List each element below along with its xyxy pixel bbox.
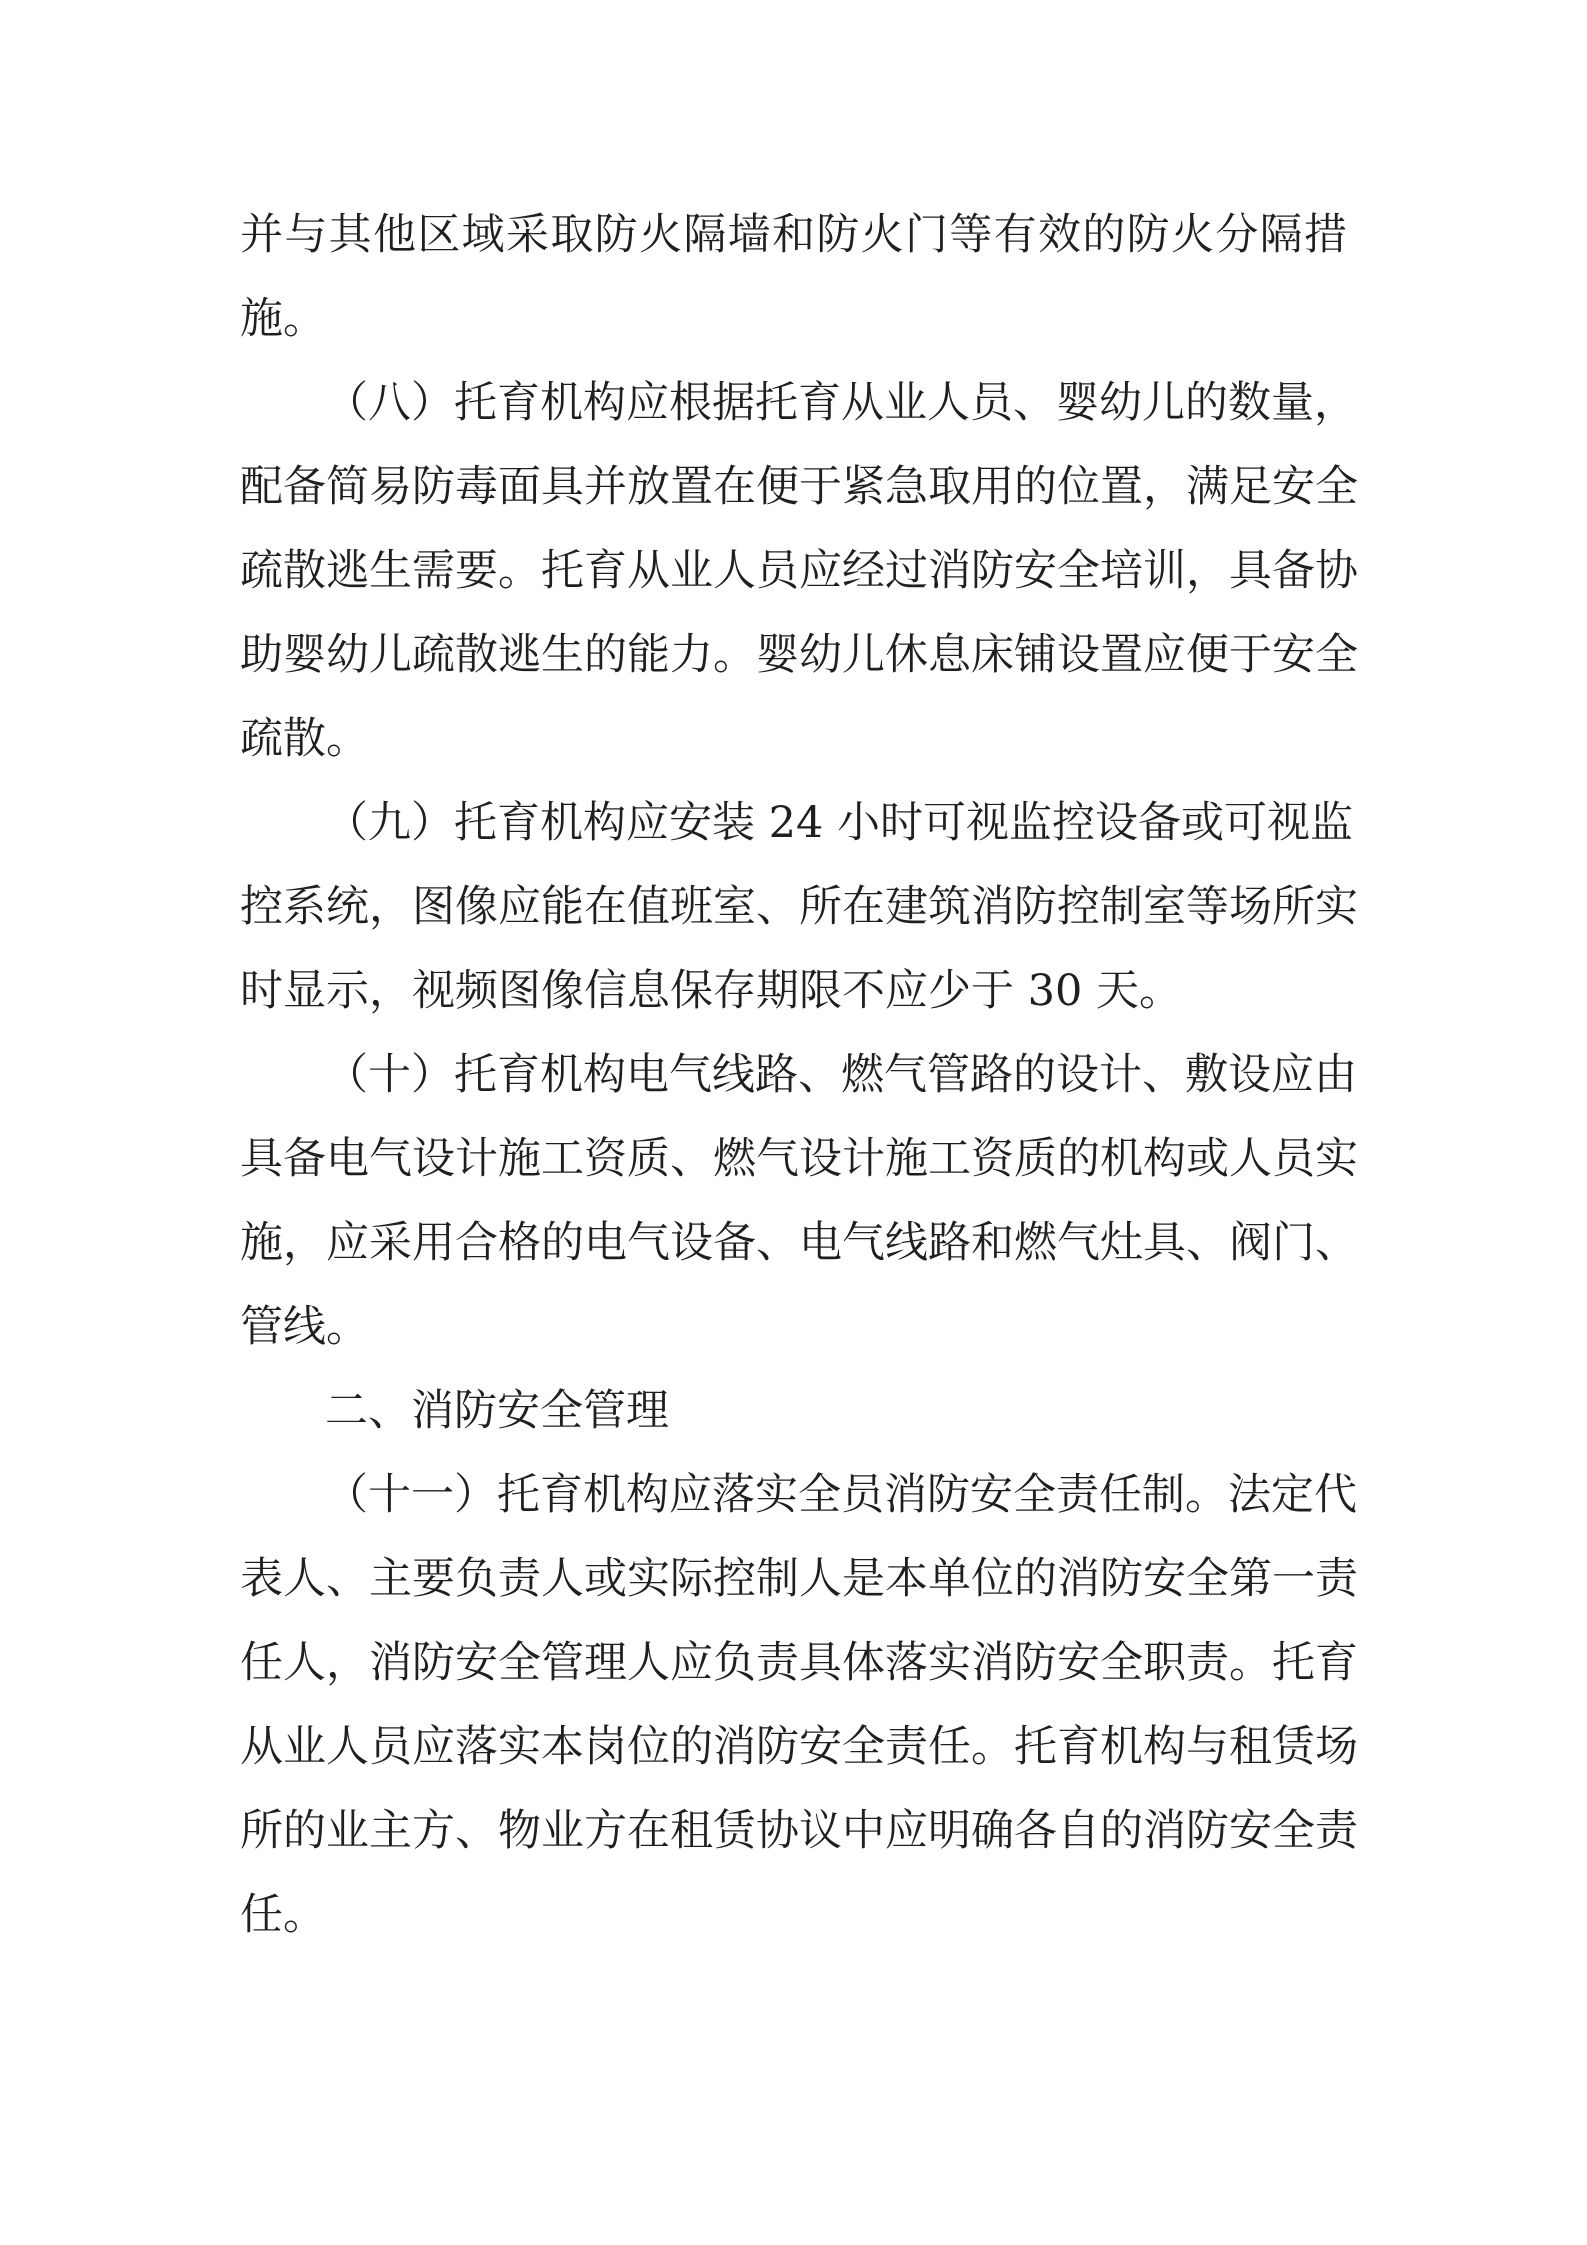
section-heading: 二、消防安全管理 (325, 1386, 669, 1436)
text-line: 疏散逃生需要。托育从业人员应经过消防安全培训，具备协 (240, 546, 1358, 596)
text-line: 疏散。 (240, 714, 369, 764)
text-line: 配备简易防毒面具并放置在便于紧急取用的位置，满足安全 (240, 462, 1358, 512)
text-line: 从业人员应落实本岗位的消防安全责任。托育机构与租赁场 (240, 1722, 1358, 1772)
text-line: 施。 (240, 294, 326, 344)
text-line: 具备电气设计施工资质、燃气设计施工资质的机构或人员实 (240, 1134, 1358, 1184)
paragraph-9-line: （九）托育机构应安装 24 小时可视监控设备或可视监 (325, 798, 1354, 848)
text-line: 助婴幼儿疏散逃生的能力。婴幼儿休息床铺设置应便于安全 (240, 630, 1358, 680)
text-line: 任。 (240, 1890, 326, 1940)
text-line: 并与其他区域采取防火隔墙和防火门等有效的防火分隔措 (240, 210, 1347, 260)
text-line: 管线。 (240, 1302, 369, 1352)
paragraph-8-line: （八）托育机构应根据托育从业人员、婴幼儿的数量， (325, 378, 1357, 428)
paragraph-11-line: （十一）托育机构应落实全员消防安全责任制。法定代 (325, 1470, 1357, 1520)
text-line: 施，应采用合格的电气设备、电气线路和燃气灶具、阀门、 (240, 1218, 1358, 1268)
text-line: 所的业主方、物业方在租赁协议中应明确各自的消防安全责 (240, 1806, 1358, 1856)
text-line: 时显示，视频图像信息保存期限不应少于 30 天。 (240, 966, 1183, 1016)
text-line: 任人，消防安全管理人应负责具体落实消防安全职责。托育 (240, 1638, 1358, 1688)
text-line: 控系统，图像应能在值班室、所在建筑消防控制室等场所实 (240, 882, 1358, 932)
paragraph-10-line: （十）托育机构电气线路、燃气管路的设计、敷设应由 (325, 1050, 1357, 1100)
text-line: 表人、主要负责人或实际控制人是本单位的消防安全第一责 (240, 1554, 1358, 1604)
